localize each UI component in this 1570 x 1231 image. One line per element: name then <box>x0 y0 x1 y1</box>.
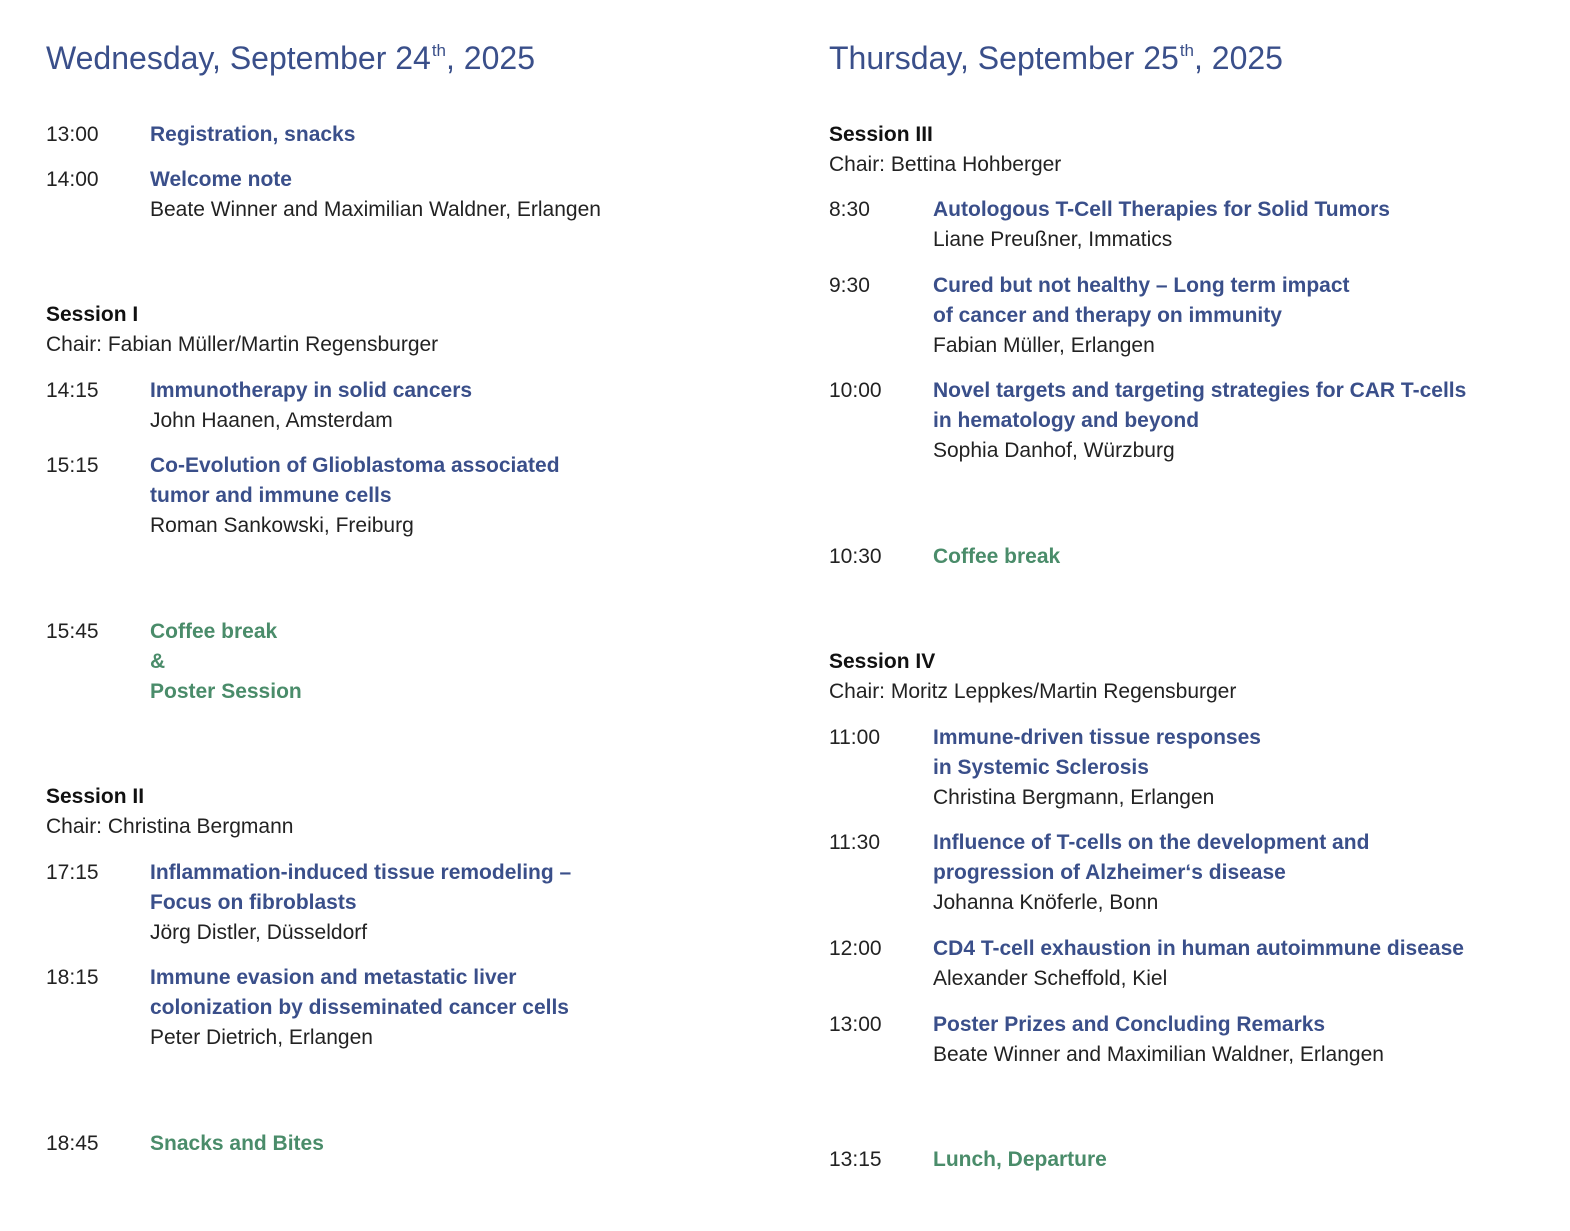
item-title: Lunch, Departure <box>933 1148 1107 1171</box>
session-header <box>829 120 1061 180</box>
item-speaker: Peter Dietrich, Erlangen <box>150 1026 373 1049</box>
item-title: & <box>150 650 166 673</box>
item-title: Immune-driven tissue responses <box>933 726 1261 749</box>
item-title: Inflammation-induced tissue remodeling – <box>150 861 572 884</box>
day1-title-main: Wednesday, September 24 <box>46 40 431 76</box>
day1-title-year: , 2025 <box>446 40 535 76</box>
item-title: Immunotherapy in solid cancers <box>150 379 473 402</box>
session-chair: Chair: Christina Bergmann <box>46 815 294 838</box>
item-title: Influence of T-cells on the development and <box>933 831 1370 854</box>
item-time: 13:15 <box>829 1148 882 1171</box>
session-header <box>46 782 293 842</box>
day2-title <box>829 40 1283 82</box>
item-speaker: John Haanen, Amsterdam <box>150 409 393 432</box>
day1-title-ordinal: th <box>431 41 447 60</box>
item-time: 8:30 <box>829 198 870 221</box>
item-time: 17:15 <box>46 861 99 884</box>
session-title: Session III <box>829 123 933 146</box>
item-speaker: Alexander Scheffold, Kiel <box>933 967 1168 990</box>
item-speaker: Liane Preußner, Immatics <box>933 228 1173 251</box>
item-time: 12:00 <box>829 937 882 960</box>
item-title: of cancer and therapy on immunity <box>933 304 1282 327</box>
item-title: Snacks and Bites <box>150 1132 324 1155</box>
item-speaker: Christina Bergmann, Erlangen <box>933 786 1215 809</box>
item-time: 9:30 <box>829 274 870 297</box>
item-title: Coffee break <box>150 620 278 643</box>
item-speaker: Jörg Distler, Düsseldorf <box>150 921 368 944</box>
item-title: in hematology and beyond <box>933 409 1200 432</box>
item-title: Focus on fibroblasts <box>150 891 357 914</box>
item-title: Welcome note <box>150 168 292 191</box>
item-speaker: Sophia Danhof, Würzburg <box>933 439 1175 462</box>
item-title: Novel targets and targeting strategies for CAR T-cells <box>933 379 1467 402</box>
item-title: Poster Session <box>150 680 302 703</box>
item-time: 11:30 <box>829 831 880 854</box>
item-title: Co-Evolution of Glioblastoma associated <box>150 454 560 477</box>
day2-title-year: , 2025 <box>1194 40 1283 76</box>
day2-title-ordinal: th <box>1179 41 1194 60</box>
item-speaker: Johanna Knöferle, Bonn <box>933 891 1159 914</box>
item-title: colonization by disseminated cancer cells <box>150 996 569 1019</box>
item-time: 14:15 <box>46 379 99 402</box>
item-title: in Systemic Sclerosis <box>933 756 1149 779</box>
item-time: 14:00 <box>46 168 99 191</box>
session-chair: Chair: Fabian Müller/Martin Regensburger <box>46 333 439 356</box>
session-title: Session II <box>46 785 145 808</box>
item-title: Registration, snacks <box>150 123 356 146</box>
item-title: Coffee break <box>933 545 1061 568</box>
item-title: tumor and immune cells <box>150 484 392 507</box>
item-time: 15:45 <box>46 620 99 643</box>
day2-title-main: Thursday, September 25 <box>829 40 1179 76</box>
item-title: Immune evasion and metastatic liver <box>150 966 517 989</box>
item-title: CD4 T-cell exhaustion in human autoimmune disease <box>933 937 1464 960</box>
session-chair: Chair: Bettina Hohberger <box>829 153 1062 176</box>
item-time: 10:30 <box>829 545 882 568</box>
item-title: Cured but not healthy – Long term impact <box>933 274 1350 297</box>
item-time: 13:00 <box>829 1013 882 1036</box>
day1-title <box>46 40 535 82</box>
item-time: 11:00 <box>829 726 880 749</box>
item-time: 10:00 <box>829 379 882 402</box>
item-speaker: Roman Sankowski, Freiburg <box>150 514 414 537</box>
item-speaker: Beate Winner and Maximilian Waldner, Erlangen <box>933 1043 1384 1066</box>
item-speaker: Fabian Müller, Erlangen <box>933 334 1155 357</box>
item-time: 13:00 <box>46 123 99 146</box>
item-title: Autologous T-Cell Therapies for Solid Tumors <box>933 198 1390 221</box>
session-header <box>829 647 1236 707</box>
session-header <box>46 300 438 360</box>
session-title: Session I <box>46 303 139 326</box>
session-title: Session IV <box>829 650 936 673</box>
item-speaker: Beate Winner and Maximilian Waldner, Erlangen <box>150 198 601 221</box>
item-title: Poster Prizes and Concluding Remarks <box>933 1013 1326 1036</box>
item-time: 18:45 <box>46 1132 99 1155</box>
session-chair: Chair: Moritz Leppkes/Martin Regensburger <box>829 680 1237 703</box>
item-time: 18:15 <box>46 966 99 989</box>
item-time: 15:15 <box>46 454 99 477</box>
item-title: progression of Alzheimer‘s disease <box>933 861 1286 884</box>
